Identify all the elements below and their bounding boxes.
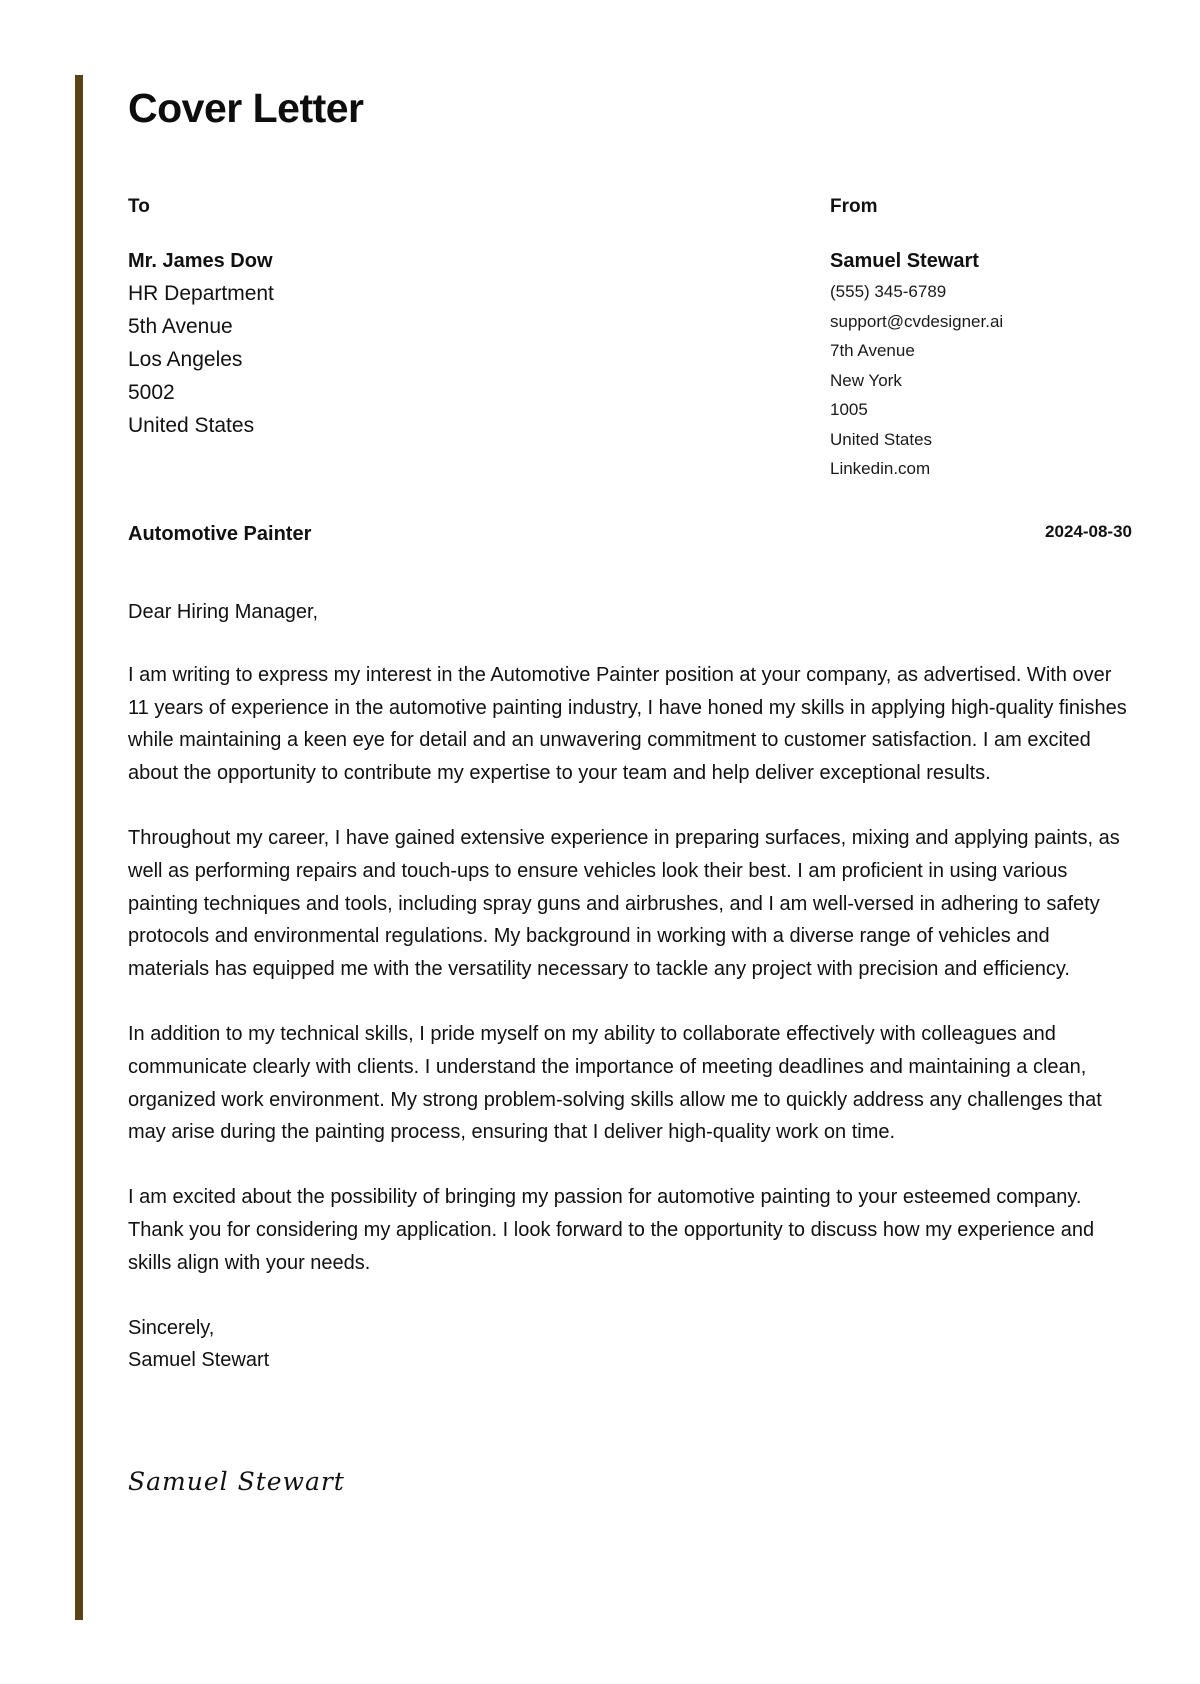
sender-city: New York <box>830 370 902 390</box>
sender-label: From <box>830 196 878 217</box>
sender-postal-code: 1005 <box>830 400 868 419</box>
body-paragraph: Throughout my career, I have gained extensive experience in preparing surfaces, mixing and applying paints, as well as performing repairs and touch-ups to ensure vehicles look their best. I am proficient in using various painting techniques and tools, including spray guns and airbrushes, and I am well-versed in adhering to safety protocols and environmental regulations. My background in working with a diverse range of vehicles and materials has equipped me with the versatility necessary to tackle any project with precision and efficiency. <box>128 826 1120 981</box>
position-title: Automotive Painter <box>128 523 312 545</box>
recipient-postal-code: 5002 <box>128 381 175 404</box>
sender-linkedin: Linkedin.com <box>830 459 931 478</box>
recipient-label: To <box>128 196 150 217</box>
signature: Samuel Stewart <box>128 1467 345 1496</box>
recipient-block <box>128 193 628 442</box>
recipient-name: Mr. James Dow <box>128 250 273 272</box>
recipient-street: 5th Avenue <box>128 315 233 338</box>
body-paragraph: In addition to my technical skills, I pride myself on my ability to collaborate effectively with colleagues and communicate clearly with clients. I understand the importance of meeting deadlines and maintaining a clean, organized work environment. My strong problem-solving skills allow me to quickly address any challenges that may arise during the painting process, ensuring that I deliver high-quality work on time. <box>128 1022 1102 1144</box>
sender-street: 7th Avenue <box>830 341 915 360</box>
salutation: Dear Hiring Manager, <box>128 601 319 623</box>
sender-email: support@cvdesigner.ai <box>830 311 1004 331</box>
closing-name: Samuel Stewart <box>128 1349 270 1372</box>
sender-name: Samuel Stewart <box>830 250 979 272</box>
recipient-department: HR Department <box>128 282 274 305</box>
body-paragraph: I am writing to express my interest in the Automotive Painter position at your company, as advertised. With over 11 years of experience in the automotive painting industry, I have honed my skills in applying high-quality finishes while maintaining a keen eye for detail and an unwavering commitment to customer satisfaction. I am excited about the opportunity to contribute my expertise to your team and help deliver exceptional results. <box>128 663 1127 785</box>
sender-phone: (555) 345-6789 <box>830 282 947 301</box>
recipient-city: Los Angeles <box>128 348 243 371</box>
body-paragraph: I am excited about the possibility of bringing my passion for automotive painting to your esteemed company. Thank you for considering my application. I look forward to the opportunity to discuss how my experience and skills align with your needs. <box>128 1186 1095 1274</box>
sender-country: United States <box>830 429 933 449</box>
closing: Sincerely, <box>128 1316 215 1339</box>
accent-bar <box>75 75 83 1620</box>
sender-block <box>830 193 1160 484</box>
letter-body <box>128 596 1133 1377</box>
page-title: Cover Letter <box>128 85 364 131</box>
letter-date: 2024-08-30 <box>1045 522 1132 541</box>
recipient-country: United States <box>128 414 255 437</box>
